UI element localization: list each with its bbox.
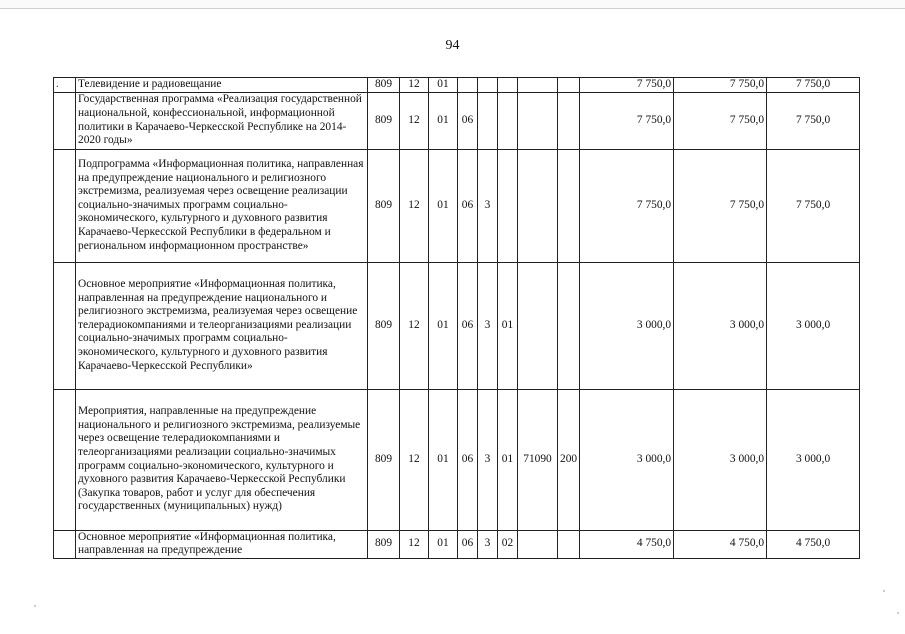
row-name: Основное мероприятие «Информационная политика, направленная на предупреждение [76, 530, 368, 558]
cell-direction [518, 92, 558, 149]
cell-amount-3: 7 750,0 [767, 92, 860, 149]
cell-subprogram: 3 [478, 530, 498, 558]
cell-section: 12 [400, 262, 429, 389]
cell-section: 12 [400, 530, 429, 558]
table-row [54, 389, 860, 530]
cell-activity [498, 78, 518, 93]
row-marker [54, 92, 76, 149]
budget-table [53, 77, 860, 559]
row-name: Государственная программа «Реализация государственной национальной, конфессиональной, информационной политики в Карачаево-Черкесской Республике на 2014-2020 годы» [76, 92, 368, 149]
row-marker [54, 262, 76, 389]
cell-amount-3: 4 750,0 [767, 530, 860, 558]
cell-subsection: 01 [429, 530, 458, 558]
cell-expense-type [558, 149, 580, 262]
row-name: Подпрограмма «Информационная политика, направленная на предупреждение национального и религиозного экстремизма, реализуемая через освещение реализации социально-значимых программ социально-экономического, культурного и духовного развития Карачаево-Черкесской Республики в федеральном и региональном информационном пространстве» [76, 149, 368, 262]
cell-amount-2: 7 750,0 [674, 78, 767, 93]
cell-section: 12 [400, 92, 429, 149]
cell-activity [498, 149, 518, 262]
scan-edge [0, 0, 905, 9]
cell-activity: 01 [498, 262, 518, 389]
cell-amount-1: 7 750,0 [580, 149, 674, 262]
row-marker: . [54, 78, 76, 93]
cell-subsection: 01 [429, 262, 458, 389]
cell-subprogram: 3 [478, 149, 498, 262]
cell-section: 12 [400, 78, 429, 93]
cell-ministry: 809 [368, 78, 400, 93]
row-marker [54, 149, 76, 262]
cell-subsection: 01 [429, 149, 458, 262]
cell-expense-type [558, 530, 580, 558]
cell-subprogram: 3 [478, 262, 498, 389]
table-row [54, 78, 860, 93]
cell-amount-3: 3 000,0 [767, 389, 860, 530]
cell-amount-1: 3 000,0 [580, 389, 674, 530]
cell-direction [518, 149, 558, 262]
cell-amount-1: 7 750,0 [580, 78, 674, 93]
page-number: 94 [445, 38, 460, 53]
scan-speck [883, 590, 885, 592]
cell-program: 06 [458, 262, 478, 389]
cell-expense-type: 200 [558, 389, 580, 530]
cell-subsection: 01 [429, 92, 458, 149]
cell-subprogram [478, 92, 498, 149]
cell-expense-type [558, 92, 580, 149]
cell-subsection: 01 [429, 389, 458, 530]
cell-amount-1: 3 000,0 [580, 262, 674, 389]
cell-section: 12 [400, 389, 429, 530]
cell-expense-type [558, 78, 580, 93]
table-row [54, 149, 860, 262]
cell-amount-2: 4 750,0 [674, 530, 767, 558]
cell-amount-3: 7 750,0 [767, 78, 860, 93]
table-row [54, 262, 860, 389]
cell-ministry: 809 [368, 92, 400, 149]
cell-direction: 71090 [518, 389, 558, 530]
cell-activity [498, 92, 518, 149]
cell-amount-1: 4 750,0 [580, 530, 674, 558]
cell-activity: 01 [498, 389, 518, 530]
row-name: Мероприятия, направленные на предупреждение национального и религиозного экстремизма, реализуемые через освещение телерадиокомпаниями и телеорганизациями реализации социально-значимых программ социально-экономического, культурного и духовного развития Карачаево-Черкесской Республики (Закупка товаров, работ и услуг для обеспечения государственных (муниципальных) нужд) [76, 389, 368, 530]
cell-direction [518, 262, 558, 389]
table-row [54, 530, 860, 558]
row-marker [54, 530, 76, 558]
row-name: Телевидение и радиовещание [76, 78, 368, 93]
cell-section: 12 [400, 149, 429, 262]
cell-amount-2: 7 750,0 [674, 149, 767, 262]
scan-speck [34, 605, 36, 607]
row-marker [54, 389, 76, 530]
cell-subprogram: 3 [478, 389, 498, 530]
cell-ministry: 809 [368, 149, 400, 262]
scan-speck [897, 612, 899, 614]
cell-expense-type [558, 262, 580, 389]
cell-amount-1: 7 750,0 [580, 92, 674, 149]
cell-direction [518, 530, 558, 558]
cell-direction [518, 78, 558, 93]
cell-amount-2: 3 000,0 [674, 389, 767, 530]
cell-program: 06 [458, 149, 478, 262]
cell-program: 06 [458, 92, 478, 149]
cell-amount-2: 3 000,0 [674, 262, 767, 389]
cell-ministry: 809 [368, 262, 400, 389]
cell-ministry: 809 [368, 530, 400, 558]
row-name: Основное мероприятие «Информационная политика, направленная на предупреждение национального и религиозного экстремизма, реализуемая через освещение телерадиокомпаниями и телеорганизациями реализации социально-значимых программ социально-экономического, культурного и духовного развития Карачаево-Черкесской Республики» [76, 262, 368, 389]
table-row [54, 92, 860, 149]
cell-program: 06 [458, 389, 478, 530]
cell-amount-3: 3 000,0 [767, 262, 860, 389]
cell-subsection: 01 [429, 78, 458, 93]
cell-program [458, 78, 478, 93]
cell-subprogram [478, 78, 498, 93]
cell-ministry: 809 [368, 389, 400, 530]
cell-amount-2: 7 750,0 [674, 92, 767, 149]
cell-amount-3: 7 750,0 [767, 149, 860, 262]
cell-activity: 02 [498, 530, 518, 558]
cell-program: 06 [458, 530, 478, 558]
